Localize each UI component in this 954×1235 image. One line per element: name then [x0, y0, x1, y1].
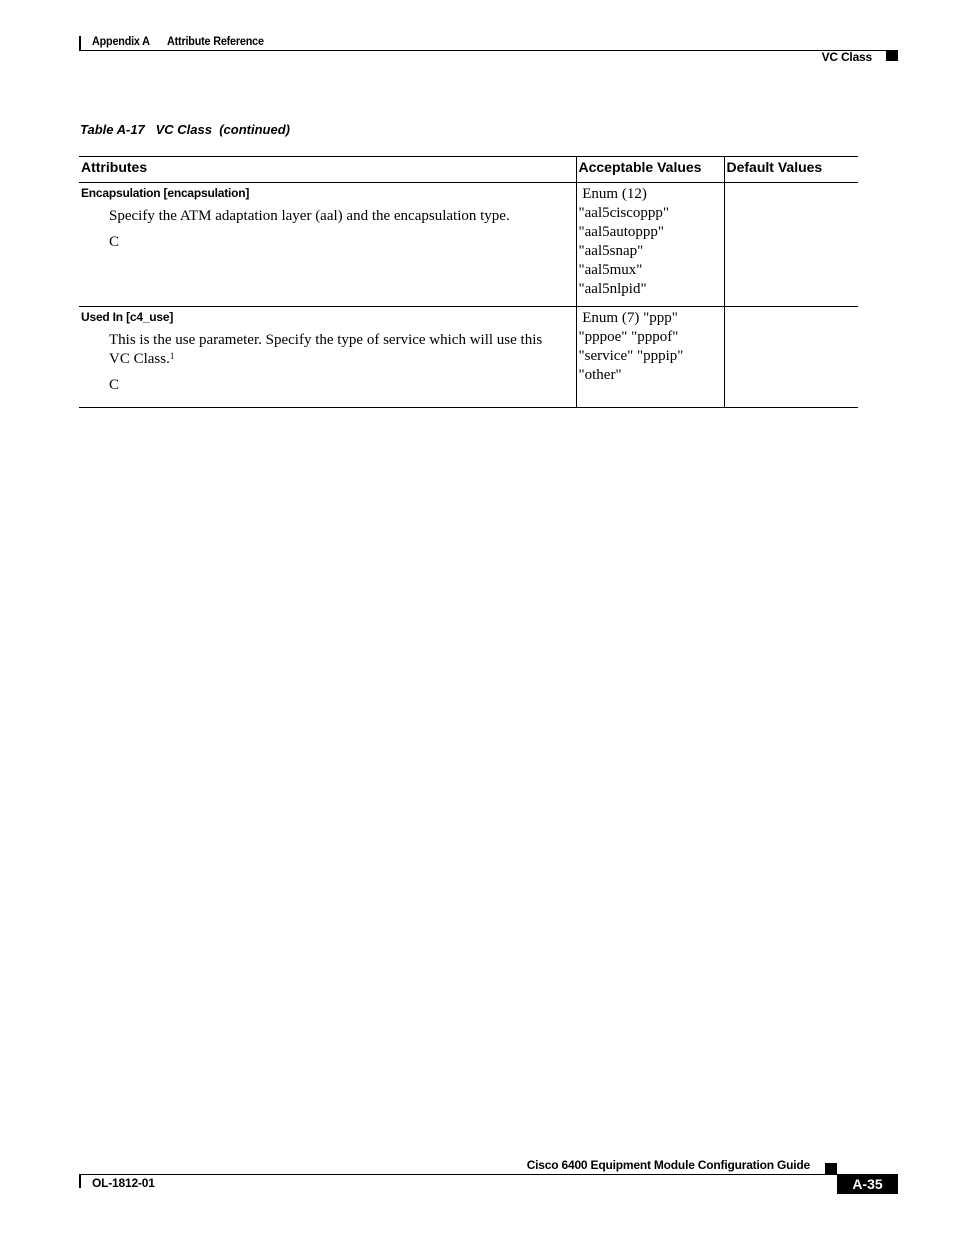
attribute-description-text: This is the use parameter. Specify the type of service which will use this VC Class. [109, 332, 543, 367]
table-header-row [79, 157, 858, 183]
table-row [79, 183, 858, 307]
acceptable-values-cell [576, 183, 724, 307]
attribute-cell [79, 307, 576, 408]
column-header-attributes: Attributes [79, 157, 576, 183]
header-appendix: Appendix A [92, 34, 150, 48]
footer-rule [79, 1174, 837, 1175]
header-section: VC Class [821, 50, 872, 64]
acceptable-values-cell [576, 307, 724, 408]
value-line: "other" [578, 367, 622, 383]
table-caption: Table A-17 VC Class (continued) [80, 122, 290, 137]
footer-marker [825, 1163, 837, 1174]
header-tick [79, 36, 81, 50]
attribute-description-text: Specify the ATM adaptation layer (aal) and the encapsulation type. [109, 208, 510, 224]
value-line: "aal5snap" [578, 243, 644, 259]
value-line: Enum (12) [578, 186, 647, 202]
attribute-flag: C [109, 377, 120, 393]
attribute-description [79, 324, 576, 369]
footer-doc-number: OL-1812-01 [92, 1176, 155, 1190]
value-line: "aal5autoppp" [578, 224, 665, 240]
header-chapter: Attribute Reference [167, 34, 264, 48]
table-row [79, 307, 858, 408]
header-marker [886, 50, 898, 61]
page-number: A-35 [837, 1174, 898, 1194]
value-line: "aal5nlpid" [578, 281, 647, 297]
value-line: Enum (7) "ppp" [578, 310, 678, 326]
attribute-name: Used In [c4_use] [81, 310, 174, 324]
default-value-cell [724, 183, 858, 307]
attribute-name: Encapsulation [encapsulation] [81, 186, 250, 200]
column-header-default-values: Default Values [724, 157, 858, 183]
footer-guide-title: Cisco 6400 Equipment Module Configuration Guide [526, 1158, 810, 1172]
footer-tick [79, 1174, 81, 1188]
value-line: "aal5mux" [578, 262, 643, 278]
attribute-description [79, 200, 576, 226]
value-line: "pppoe" "pppof" [578, 329, 679, 345]
attribute-cell [79, 183, 576, 307]
default-value-cell [724, 307, 858, 408]
header-rule [79, 50, 886, 51]
attribute-table [79, 156, 858, 408]
value-line: "aal5ciscoppp" [578, 205, 670, 221]
value-line: "service" "pppip" [578, 348, 684, 364]
footnote-marker: 1 [169, 351, 175, 361]
attribute-flag: C [109, 234, 120, 250]
column-header-acceptable-values: Acceptable Values [576, 157, 724, 183]
